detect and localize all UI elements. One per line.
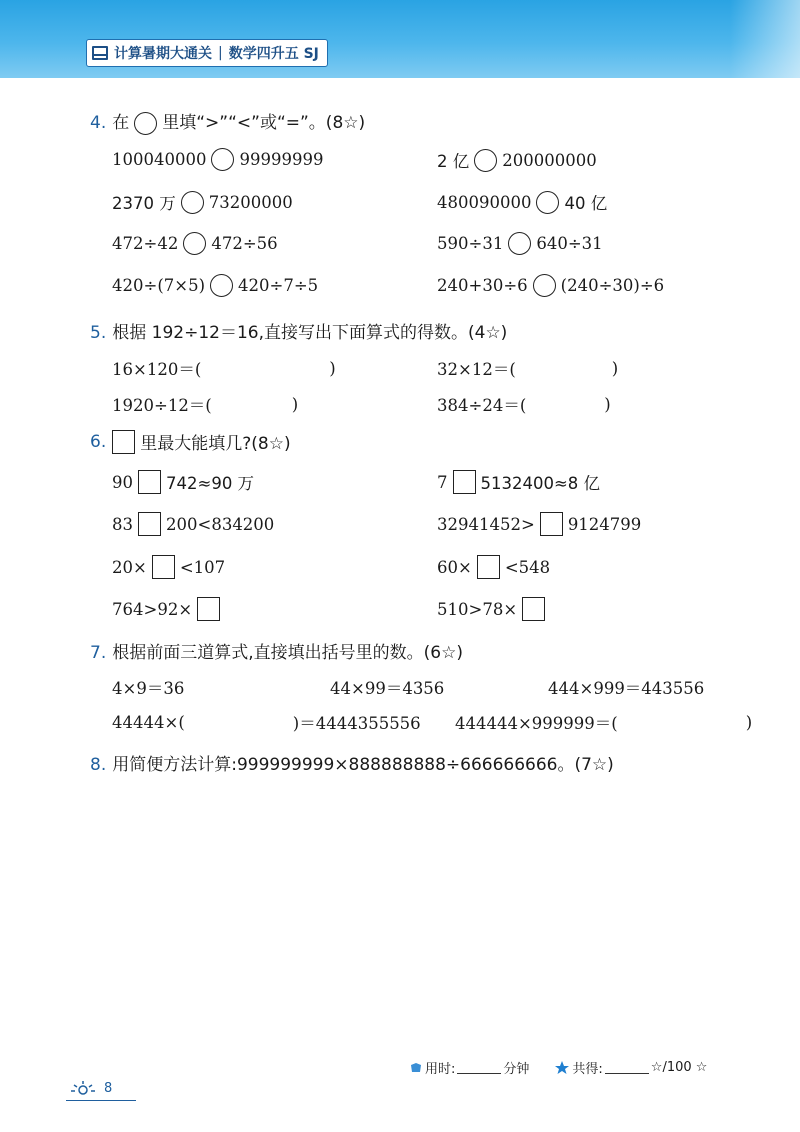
q8-work-area[interactable] [90,790,710,1030]
q4-right: 40 亿 [564,194,608,213]
q7-equation-3 [548,675,704,699]
q7-eq5-left: 444444×999999＝( [455,714,618,733]
q4-left: 472÷42 [112,234,179,253]
q6-left: 60× [437,557,472,577]
q5-expression: 32×12＝( [437,360,516,379]
time-blank[interactable] [457,1061,501,1074]
q6-left: 764>92× [112,599,193,619]
q6-right: 9124799 [567,514,642,534]
q5-item [112,392,298,416]
q4-heading [90,108,365,135]
q5-heading [90,318,507,343]
q4-item [437,148,597,172]
q4-left: 100040000 [112,150,207,169]
q6-left: 83 [112,514,133,534]
q4-left: 2370 万 [112,194,176,213]
q4-right: 99999999 [239,150,324,169]
q4-right: 640÷31 [536,234,603,253]
q6-item [437,470,600,494]
answer-circle[interactable] [210,274,233,297]
q6-item [437,512,641,536]
score-total: ☆/100 ☆ [650,1060,708,1075]
page-number-area [70,1080,112,1096]
close-paren: ) [291,394,299,414]
answer-circle[interactable] [533,274,556,297]
q7-eq3-text: 444×999＝443556 [548,679,705,698]
q6-text: 里最大能填几?(8☆) [140,434,291,454]
q5-number: 5. [90,323,107,343]
q6-item [112,555,225,579]
q7-text: 根据前面三道算式,直接填出括号里的数。(6☆) [112,643,463,663]
q7-heading [90,638,463,663]
q7-eq2-text: 44×99＝4356 [330,679,445,698]
subject-title: 数学四升五 SJ [228,46,319,62]
answer-box[interactable] [477,555,500,579]
answer-box[interactable] [152,555,175,579]
q4-left: 590÷31 [437,234,504,253]
q7-equation-2 [330,675,444,699]
q6-item [437,597,550,621]
q4-left: 240+30÷6 [437,276,528,295]
q5-item [437,392,611,416]
series-title: 计算暑期大通关 [114,46,212,62]
q6-item [112,597,225,621]
q7-equation-1 [112,675,184,699]
q6-left: 32941452> [437,514,535,534]
score-label: 共得: [572,1062,603,1077]
q4-text-a: 在 [112,113,130,133]
answer-circle[interactable] [508,232,531,255]
close-paren: ) [604,394,611,414]
q4-number: 4. [90,113,107,133]
answer-box[interactable] [453,470,476,494]
q7-eq5-right: ) [745,712,753,732]
answer-circle[interactable] [211,148,234,171]
q4-item [437,274,664,297]
q5-text: 根据 192÷12＝16,直接写出下面算式的得数。(4☆) [112,323,508,343]
q6-right: 5132400≈8 亿 [480,474,601,493]
q6-left: 90 [112,472,133,492]
footer-score [410,1058,707,1077]
q5-expression: 384÷24＝( [437,396,527,415]
q6-right: 742≈90 万 [166,474,255,493]
circle-symbol [134,112,157,135]
q4-left: 2 亿 [437,152,470,171]
q4-item [112,148,323,171]
q4-left: 480090000 [437,192,532,212]
answer-circle[interactable] [474,149,497,172]
q4-right: 420÷7÷5 [238,276,319,295]
header-tag [86,39,328,67]
q4-item [437,190,607,214]
q4-right: (240÷30)÷6 [560,276,665,295]
q4-right: 73200000 [208,192,293,212]
q4-item [112,190,293,214]
answer-box[interactable] [138,512,161,536]
page-number: 8 [104,1080,113,1096]
q6-item [437,555,550,579]
q8-text: 用简便方法计算:999999999×888888888÷666666666。(7☆) [112,755,614,775]
q4-item [112,232,278,255]
close-paren: ) [611,358,619,378]
q6-right: <107 [179,557,226,577]
q5-item [437,356,618,380]
answer-circle[interactable] [181,191,204,214]
q6-number: 6. [90,431,107,452]
q8-number: 8. [90,755,107,775]
score-blank[interactable] [605,1061,649,1074]
q6-right: 200<834200 [166,514,275,534]
q4-text-b: 里填“>”“<”或“=”。(8☆) [162,113,366,133]
answer-circle[interactable] [183,232,206,255]
q5-expression: 16×120＝( [112,360,202,379]
q5-expression: 1920÷12＝( [112,396,212,415]
q7-eq4-right: )＝4444355556 [292,714,421,733]
star-icon [555,1061,569,1074]
q6-right: <548 [504,557,551,577]
q4-item [112,274,318,297]
q6-left: 20× [112,557,147,577]
answer-box[interactable] [540,512,563,536]
q4-left: 420÷(7×5) [112,276,206,295]
q7-eq1-text: 4×9＝36 [112,679,185,698]
q7-equation-4 [112,710,421,734]
time-label: 用时: [425,1062,456,1077]
close-paren: ) [329,358,336,378]
box-symbol [112,430,135,454]
time-unit: 分钟 [503,1062,530,1077]
q6-item [112,512,274,536]
q7-eq4-left: 44444×( [112,712,185,732]
q6-left: 7 [437,472,448,492]
q6-heading [90,429,291,454]
answer-box[interactable] [522,597,545,621]
q4-item [437,232,603,255]
page-rule [66,1100,136,1101]
answer-circle[interactable] [536,191,559,214]
answer-box[interactable] [197,597,220,621]
q7-equation-5 [455,710,752,734]
sun-icon [70,1080,96,1096]
q8-heading [90,750,614,775]
answer-box[interactable] [138,470,161,494]
q7-number: 7. [90,643,107,663]
q6-left: 510>78× [437,599,518,619]
q6-item [112,470,254,494]
q4-right: 472÷56 [211,234,278,253]
book-icon [91,45,109,61]
header-separator: | [218,45,223,61]
q4-right: 200000000 [502,150,597,170]
clock-icon [410,1062,422,1074]
q5-item [112,356,336,380]
